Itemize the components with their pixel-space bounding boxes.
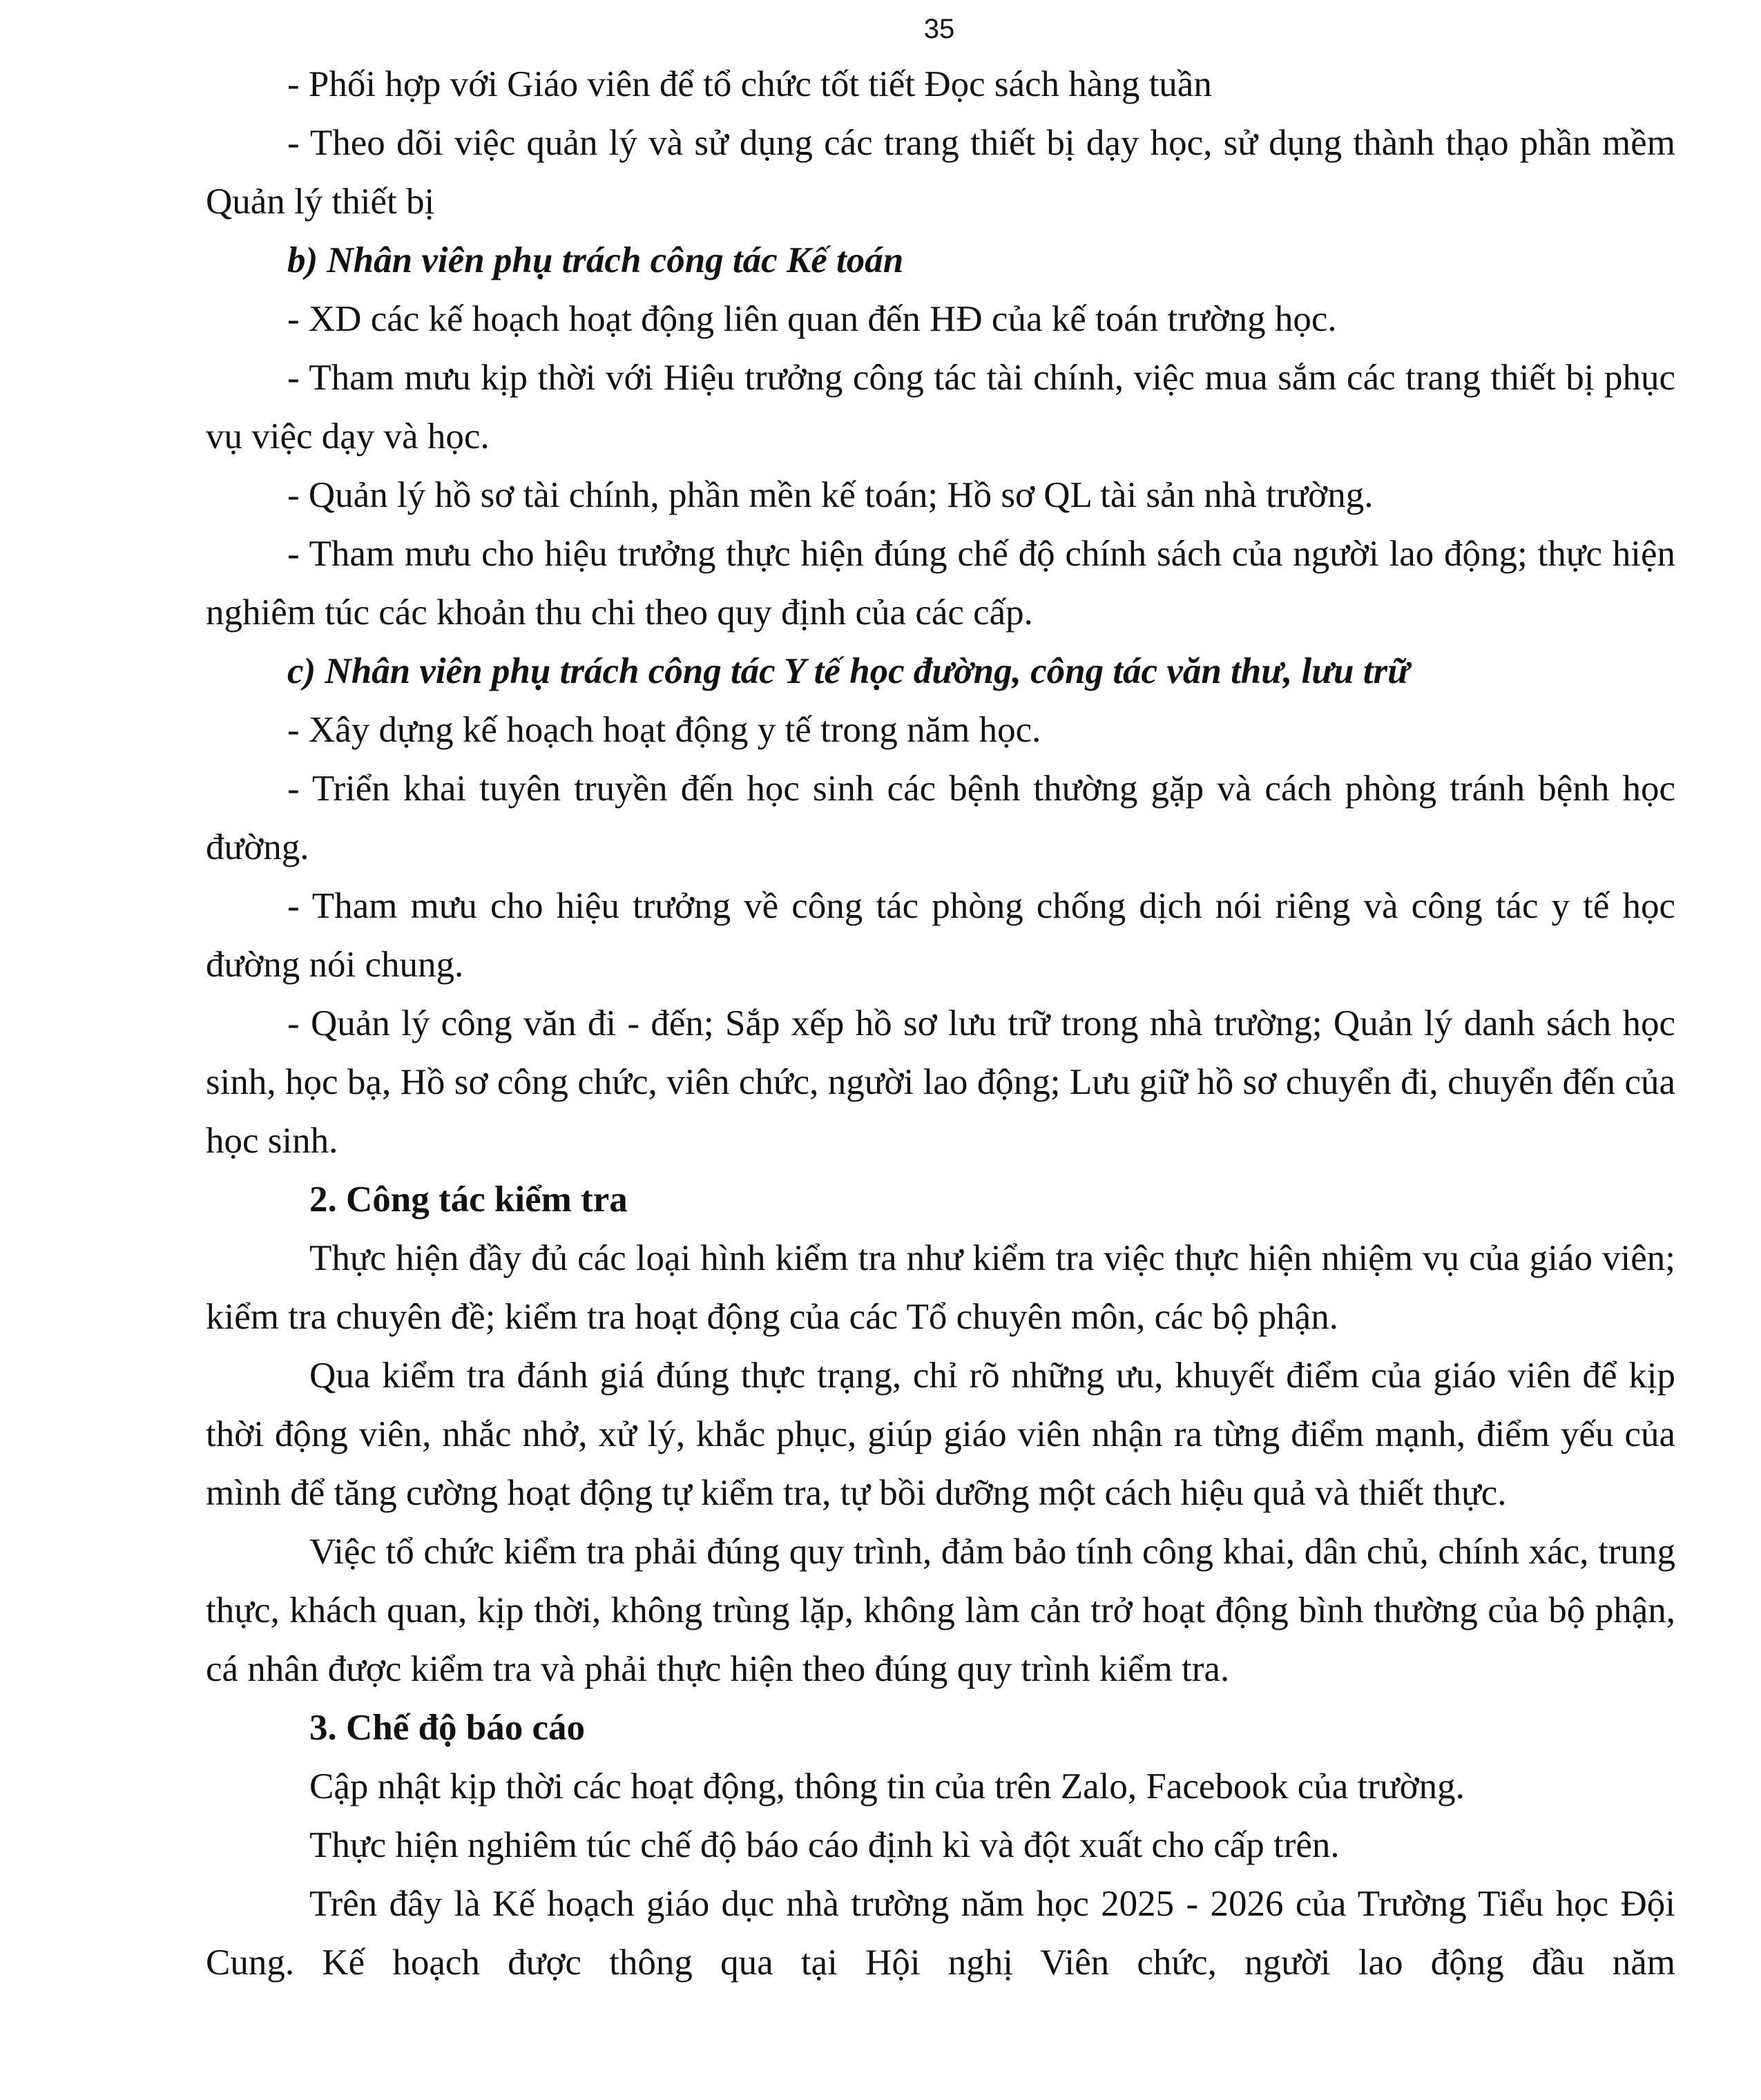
paragraph: - Tham mưu cho hiệu trưởng thực hiện đúng chế độ chính sách của người lao động; thực hiện nghiêm túc các khoản thu chi theo quy định của các cấp.	[206, 534, 1675, 633]
section-heading-2: 2. Công tác kiểm tra	[309, 1179, 628, 1220]
paragraph: Thực hiện nghiêm túc chế độ báo cáo định kì và đột xuất cho cấp trên.	[309, 1825, 1340, 1865]
paragraph: - Quản lý hồ sơ tài chính, phần mền kế toán; Hồ sơ QL tài sản nhà trường.	[287, 475, 1374, 515]
paragraph: Qua kiểm tra đánh giá đúng thực trạng, chỉ rõ những ưu, khuyết điểm của giáo viên để kịp thời động viên, nhắc nhở, xử lý, khắc phục, giúp giáo viên nhận ra từng điểm mạnh, điểm yếu của mình để tăng cường hoạt động tự kiểm tra, tự bồi dưỡng một cách hiệu quả và thiết thực.	[206, 1356, 1675, 1513]
document-body	[206, 55, 1675, 1992]
paragraph: - Tham mưu kịp thời với Hiệu trưởng công tác tài chính, việc mua sắm các trang thiết bị phục vụ việc dạy và học.	[206, 358, 1675, 456]
paragraph: - Phối hợp với Giáo viên để tổ chức tốt tiết Đọc sách hàng tuần	[287, 64, 1212, 104]
paragraph: - Triển khai tuyên truyền đến học sinh các bệnh thường gặp và cách phòng tránh bệnh học đường.	[206, 769, 1675, 867]
paragraph: Việc tổ chức kiểm tra phải đúng quy trình, đảm bảo tính công khai, dân chủ, chính xác, trung thực, khách quan, kịp thời, không trùng lặp, không làm cản trở hoạt động bình thường của bộ phận, cá nhân được kiểm tra và phải thực hiện theo đúng quy trình kiểm tra.	[206, 1532, 1675, 1689]
paragraph: - Tham mưu cho hiệu trưởng về công tác phòng chống dịch nói riêng và công tác y tế học đường nói chung.	[206, 886, 1675, 985]
paragraph: - Theo dõi việc quản lý và sử dụng các trang thiết bị dạy học, sử dụng thành thạo phần mềm Quản lý thiết bị	[206, 123, 1675, 222]
section-heading-b: b) Nhân viên phụ trách công tác Kế toán	[287, 240, 904, 280]
paragraph: Trên đây là Kế hoạch giáo dục nhà trường năm học 2025 - 2026 của Trường Tiểu học Đội Cung. Kế hoạch được thông qua tại Hội nghị Viên chức, người lao động đầu năm	[206, 1884, 1675, 1983]
page-number: 35	[923, 14, 955, 44]
paragraph: - Quản lý công văn đi - đến; Sắp xếp hồ sơ lưu trữ trong nhà trường; Quản lý danh sách học sinh, học bạ, Hồ sơ công chức, viên chức, người lao động; Lưu giữ hồ sơ chuyển đi, chuyển đến của học sinh.	[206, 1003, 1675, 1161]
paragraph: Cập nhật kịp thời các hoạt động, thông tin của trên Zalo, Facebook của trường.	[309, 1766, 1465, 1807]
section-heading-3: 3. Chế độ báo cáo	[309, 1708, 586, 1748]
paragraph: - XD các kế hoạch hoạt động liên quan đến HĐ của kế toán trường học.	[287, 299, 1337, 339]
paragraph: - Xây dựng kế hoạch hoạt động y tế trong năm học.	[287, 710, 1041, 750]
section-heading-c: c) Nhân viên phụ trách công tác Y tế học đường, công tác văn thư, lưu trữ	[287, 651, 1409, 691]
paragraph: Thực hiện đầy đủ các loại hình kiểm tra như kiểm tra việc thực hiện nhiệm vụ của giáo viên; kiểm tra chuyên đề; kiểm tra hoạt động của các Tổ chuyên môn, các bộ phận.	[206, 1238, 1675, 1337]
